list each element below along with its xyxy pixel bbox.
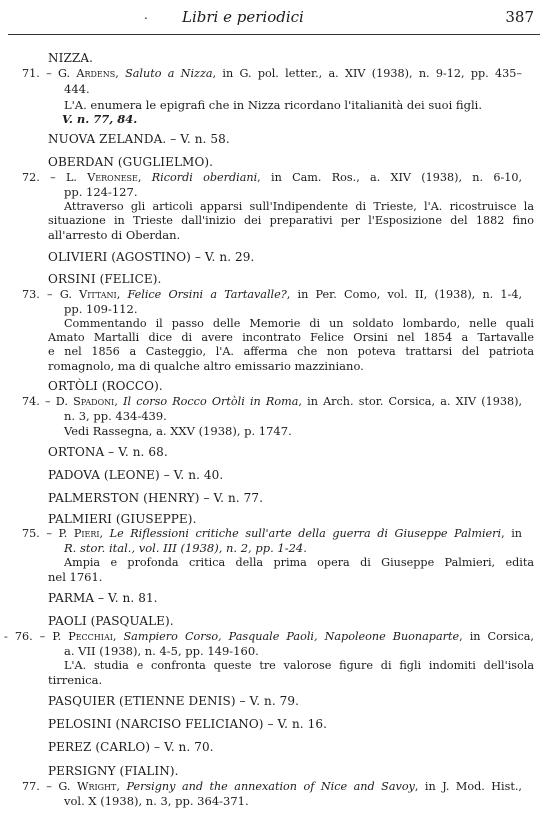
- subject-heading-orsini: ORSINI (FELICE).: [48, 272, 162, 286]
- entry-citation: , in G. pol. letter., a. XIV (1938), n. 9-12, pp. 435–: [212, 67, 522, 80]
- entry-71: 71. – G. Ardens, Saluto a Nizza, in G. pol. letter., a. XIV (1938), n. 9-12, pp. 435–: [22, 67, 522, 80]
- entry-76-note-2: tirrenica.: [48, 673, 103, 687]
- entry-71-note: L'A. enumera le epigrafi che in Nizza ricordano l'italianità dei suoi figli.: [64, 98, 482, 112]
- entry-citation: , in Arch. stor. Corsica, a. XIV (1938),: [298, 395, 522, 408]
- subject-heading-pelosini: PELOSINI (NARCISO FELICIANO) – V. n. 16.: [48, 717, 328, 731]
- entry-72: 72. – L. Veronese, Ricordi oberdiani, in Cam. Ros., a. XIV (1938), n. 6-10,: [22, 171, 522, 184]
- subject-heading-padova: PADOVA (LEONE) – V. n. 40.: [48, 468, 224, 482]
- entry-74: 74. – D. Spadoni, Il corso Rocco Ortòli in Roma, in Arch. stor. Corsica, a. XIV (1938),: [22, 395, 522, 408]
- entry-73-pages: pp. 109-112.: [64, 302, 138, 316]
- entry-77: 77. – G. Wright, Persigny and the annexation of Nice and Savoy, in J. Mod. Hist.,: [22, 780, 522, 793]
- entry-author: P. Pecchiai: [52, 630, 113, 643]
- entry-citation: , in Cam. Ros., a. XIV (1938), n. 6-10,: [257, 171, 522, 184]
- entry-75: 75. – P. Pieri, Le Riflessioni critiche sull'arte della guerra di Giuseppe Palmieri, in: [22, 527, 522, 540]
- entry-73: 73. – G. Vittani, Felice Orsini a Tartavalle?, in Per. Como, vol. II, (1938), n. 1-4,: [22, 288, 522, 301]
- entry-author: G. Ardens: [57, 67, 116, 80]
- entry-74-note: Vedi Rassegna, a. XXV (1938), p. 1747.: [64, 424, 292, 438]
- entry-author: L. Veronese: [65, 171, 138, 184]
- running-header: [22, 6, 534, 30]
- entry-76: - 76. – P. Pecchiai, Sampiero Corso, Pasquale Paoli, Napoleone Buonaparte, in Corsica,: [4, 630, 534, 643]
- entry-number: 71. –: [22, 67, 58, 80]
- subject-heading-persigny: PERSIGNY (FIALIN).: [48, 764, 179, 778]
- entry-citation: , in Per. Como, vol. II, (1938), n. 1-4,: [286, 288, 522, 301]
- subject-heading-perez: PEREZ (CARLO) – V. n. 70.: [48, 740, 214, 754]
- entry-73-note-2: Amato Martalli dice di avere incontrato Felice Orsini nel 1854 a Tartavalle: [48, 331, 534, 344]
- entry-72-note-2: situazione in Trieste dall'inizio dei preparativi per l'Esposizione del 1882 fino: [48, 214, 534, 227]
- entry-75-note-1: Ampia e profonda critica della prima opera di Giuseppe Palmieri, edita: [64, 556, 534, 569]
- subject-heading-paoli: PAOLI (PASQUALE).: [48, 614, 174, 628]
- subject-heading-oberdan: OBERDAN (GUGLIELMO).: [48, 155, 214, 169]
- entry-74-pages: n. 3, pp. 434-439.: [64, 409, 167, 423]
- entry-title: Persigny and the annexation of Nice and Savoy: [126, 780, 415, 793]
- entry-number: 77. –: [22, 780, 59, 793]
- entry-73-note-4: romagnolo, ma di qualche altro emissario mazziniano.: [48, 359, 364, 373]
- subject-heading-parma: PARMA – V. n. 81.: [48, 591, 158, 605]
- entry-72-note-3: all'arresto di Oberdan.: [48, 228, 181, 242]
- entry-73-note-1: Commentando il passo delle Memorie di un soldato lombardo, nelle quali: [64, 317, 534, 330]
- entry-number: - 76. –: [4, 630, 53, 643]
- entry-number: 74. –: [22, 395, 56, 408]
- entry-title: Il corso Rocco Ortòli in Roma: [123, 395, 299, 408]
- entry-number: 75. –: [22, 527, 59, 540]
- subject-heading-ortoli: ORTÒLI (ROCCO).: [48, 379, 163, 393]
- entry-72-note-1: Attraverso gli articoli apparsi sull'Indipendente di Trieste, l'A. ricostruisce la: [64, 200, 534, 213]
- entry-title: Le Riflessioni critiche sull'arte della guerra di Giuseppe Palmieri: [109, 527, 502, 540]
- entry-author: G. Wright: [58, 780, 117, 793]
- subject-heading-palmerston: PALMERSTON (HENRY) – V. n. 77.: [48, 491, 264, 505]
- entry-citation: , in J. Mod. Hist.,: [414, 780, 522, 793]
- entry-author: G. Vittani: [59, 288, 117, 301]
- header-rule: [8, 34, 540, 35]
- subject-heading-nizza: NIZZA.: [48, 51, 93, 65]
- entry-author: P. Pieri: [58, 527, 100, 540]
- subject-heading-olivieri: OLIVIERI (AGOSTINO) – V. n. 29.: [48, 250, 255, 264]
- entry-75-source: R. stor. ital., vol. III (1938), n. 2, pp. 1-24.: [64, 541, 307, 555]
- page-number: 387: [505, 8, 534, 26]
- entry-title: Saluto a Nizza: [125, 67, 213, 80]
- subject-heading-pasquier: PASQUIER (ETIENNE DENIS) – V. n. 79.: [48, 694, 300, 708]
- entry-75-note-2: nel 1761.: [48, 570, 103, 584]
- cross-reference: V. n. 77, 84.: [62, 112, 138, 126]
- entry-title: Ricordi oberdiani: [151, 171, 258, 184]
- subject-heading-nuova-zelanda: NUOVA ZELANDA. – V. n. 58.: [48, 132, 230, 146]
- entry-number: 72. –: [22, 171, 66, 184]
- entry-author: D. Spadoni: [55, 395, 115, 408]
- entry-73-note-3: e nel 1856 a Casteggio, l'A. afferma che non poteva trattarsi del patriota: [48, 345, 534, 358]
- subject-heading-ortona: ORTONA – V. n. 68.: [48, 445, 168, 459]
- entry-citation: , in: [501, 527, 522, 540]
- entry-77-pages: vol. X (1938), n. 3, pp. 364-371.: [64, 794, 249, 808]
- subject-heading-palmieri: PALMIERI (GIUSEPPE).: [48, 512, 197, 526]
- entry-title: Sampiero Corso, Pasquale Paoli, Napoleone Buonaparte: [123, 630, 460, 643]
- header-dot: .: [144, 8, 148, 22]
- entry-citation: , in Corsica,: [459, 630, 534, 643]
- entry-71-pages: 444.: [64, 82, 90, 96]
- entry-72-pages: pp. 124-127.: [64, 185, 138, 199]
- entry-title: Felice Orsini a Tartavalle?: [127, 288, 287, 301]
- entry-76-note-1: L'A. studia e confronta queste tre valorose figure di figli indomiti dell'isola: [64, 659, 534, 672]
- entry-76-pages: a. VII (1938), n. 4-5, pp. 149-160.: [64, 644, 259, 658]
- entry-number: 73. –: [22, 288, 60, 301]
- running-title: Libri e periodici: [182, 8, 304, 26]
